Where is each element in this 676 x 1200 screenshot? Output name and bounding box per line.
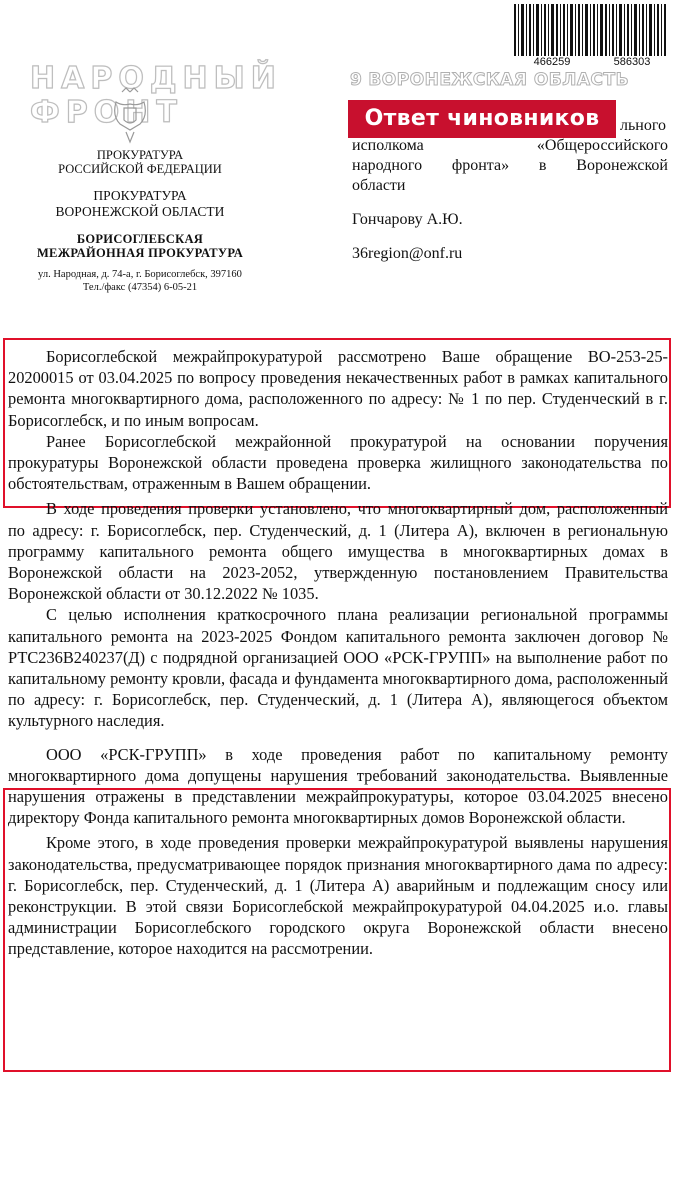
paragraph-5: ООО «РСК-ГРУПП» в ходе проведения работ по капитальному ремонту многоквартирного дома допущены нарушения требований законодательства. Выявленные нарушения отражены в представлении межрайпрокуратуры, которое 03.04.2025 внесено директору Фонда капитального ремонта многоквартирных домов Воронежской области. [8, 744, 668, 828]
sender-phone: Тел./факс (47354) 6-05-21 [82, 282, 198, 293]
recipient-line3: народного фронта» в Воронежской [352, 157, 668, 174]
region-9-icon: 9 [350, 70, 363, 90]
recipient-line1: льного [619, 117, 666, 134]
sender-line4: ВОРОНЕЖСКОЙ ОБЛАСТИ [55, 204, 225, 219]
coat-of-arms-icon [110, 86, 150, 144]
recipient-name: Гончарову А.Ю. [352, 211, 463, 228]
sender-line1: ПРОКУРАТУРА [96, 148, 184, 162]
paragraph-3: В ходе проведения проверки установлено, что многоквартирный дом, расположенный по адресу: г. Борисоглебск, пер. Студенческий, д. 1 (Литера А), включен в региональную программу капитального ремонта общего имущества в многоквартирных домах в Воронежской области на 2023-2052, утвержденную постановлением Правительства Воронежской области от 30.12.2022 № 1035. [8, 499, 668, 604]
letter-body [8, 346, 668, 960]
paragraph-4: С целью исполнения краткосрочного плана реализации региональной программы капитального ремонта на 2023-2025 Фондом капитального ремонта заключен договор № РТС236В240237(Д) с подрядной организацией ООО «РСК-ГРУПП» на выполнение работ по капитальному ремонту кровли, фасада и фундамента многоквартирного дома, расположенный по адресу: г. Борисоглебск, пер. Студенческий, д. 1 (Литера А), являющегося объектом культурного наследия. [8, 605, 668, 731]
sender-block [20, 148, 260, 294]
recipient-line2: исполкома «Общероссийского [352, 137, 668, 154]
paragraph-1: Борисоглебской межрайпрокуратурой рассмотрено Ваше обращение ВО-253-25-20200015 от 03.04.2025 по вопросу проведения некачественных работ в рамках капитального ремонта многоквартирного дома, расположенного по адресу: № 1 по пер. Студенческий в г. Борисоглебск, и по иным вопросам. [8, 347, 668, 430]
barcode-numbers [512, 56, 672, 68]
barcode-left-number: 466259 [533, 56, 571, 68]
region-watermark [350, 70, 629, 90]
barcode [512, 4, 668, 56]
onf-logo-watermark [30, 62, 282, 130]
sender-line3: ПРОКУРАТУРА [93, 188, 187, 203]
sender-line2: РОССИЙСКОЙ ФЕДЕРАЦИИ [58, 162, 222, 176]
onf-logo-line2: ФРОНТ [30, 95, 183, 130]
onf-logo-line1: НАРОДНЫЙ [30, 61, 282, 96]
sender-line5: БОРИСОГЛЕБСКАЯ [76, 232, 204, 246]
response-badge: Ответ чиновников [348, 100, 616, 138]
recipient-line4: области [352, 177, 406, 194]
paragraph-2: Ранее Борисоглебской межрайонной прокуратурой на основании поручения прокуратуры Воронежской области проведена проверка жилищного законодательства по обстоятельствам, отраженным в Вашем обращении. [8, 431, 668, 494]
region-text: ВОРОНЕЖСКАЯ ОБЛАСТЬ [368, 70, 630, 90]
sender-address: ул. Народная, д. 74-а, г. Борисоглебск, 397160 [38, 269, 242, 280]
barcode-right-number: 586303 [613, 56, 651, 68]
recipient-block [352, 116, 668, 264]
paragraph-6: Кроме этого, в ходе проведения проверки межрайпрокуратурой выявлены нарушения законодательства, предусматривающее порядок признания многоквартирного дама по адресу: г. Борисоглебск, пер. Студенческий, д. 1 (Литера А) аварийным и подлежащим сносу или реконструкции. В этой связи Борисоглебской межрайпрокуратурой 04.04.2025 и.о. главы администрации Борисоглебского городского округа Воронежской области внесено представление, которое находится на рассмотрении. [8, 833, 668, 959]
recipient-email: 36region@onf.ru [352, 245, 463, 262]
sender-line6: МЕЖРАЙОННАЯ ПРОКУРАТУРА [36, 246, 244, 260]
